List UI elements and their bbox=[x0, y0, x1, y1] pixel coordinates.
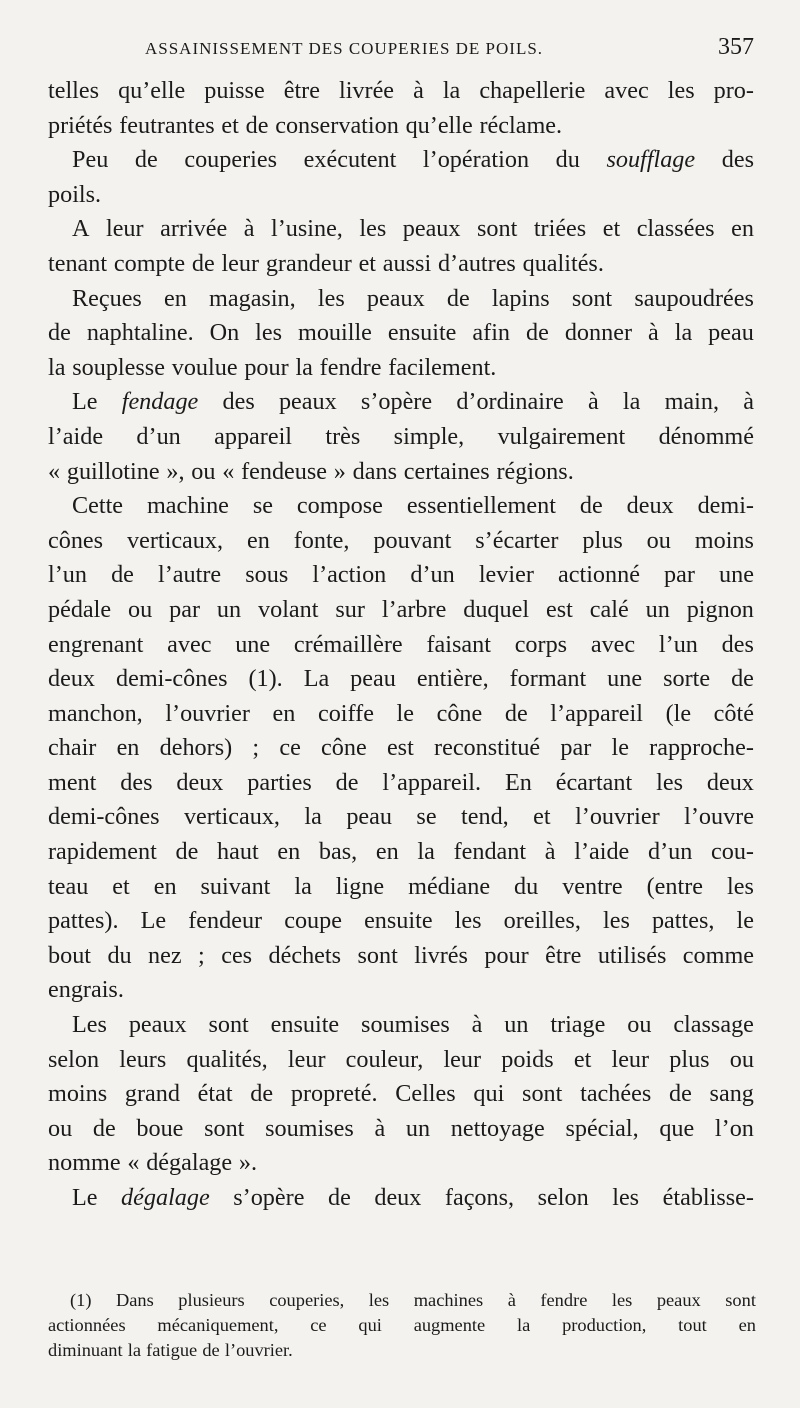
body-line: A leur arrivée à l’usine, les peaux sont triées et classées en bbox=[72, 215, 754, 243]
body-line: Reçues en magasin, les peaux de lapins sont saupoudrées bbox=[72, 284, 754, 312]
footnote-line: diminuant la fatigue de l’ouvrier. bbox=[48, 1340, 293, 1360]
body-line: tenant compte de leur grandeur et aussi d’autres qualités. bbox=[48, 249, 604, 277]
body-line: chair en dehors) ; ce cône est reconstitué par le rapproche- bbox=[48, 734, 754, 762]
body-line: pédale ou par un volant sur l’arbre duquel est calé un pignon bbox=[48, 595, 754, 623]
body-line: teau et en suivant la ligne médiane du ventre (entre les bbox=[48, 872, 754, 900]
body-line: engrais. bbox=[48, 976, 124, 1004]
body-line: moins grand état de propreté. Celles qui sont tachées de sang bbox=[48, 1080, 754, 1108]
body-line: poils. bbox=[48, 180, 102, 208]
body-line: l’aide d’un appareil très simple, vulgairement dénommé bbox=[48, 422, 754, 450]
body-line: telles qu’elle puisse être livrée à la chapellerie avec les pro- bbox=[48, 77, 754, 104]
page-number: 357 bbox=[718, 34, 754, 60]
body-line: nomme « dégalage ». bbox=[48, 1149, 258, 1177]
body-line: selon leurs qualités, leur couleur, leur poids et leur plus ou bbox=[48, 1045, 754, 1073]
body-line: de naphtaline. On les mouille ensuite afin de donner à la peau bbox=[48, 319, 754, 347]
body-line: l’un de l’autre sous l’action d’un levier actionné par une bbox=[48, 561, 754, 589]
body-line: engrenant avec une crémaillère faisant corps avec l’un des bbox=[48, 630, 754, 658]
body-line: cônes verticaux, en fonte, pouvant s’écarter plus ou moins bbox=[48, 526, 754, 554]
body-line: demi-cônes verticaux, la peau se tend, et l’ouvrier l’ouvre bbox=[48, 803, 754, 831]
body-line: Le dégalage s’opère de deux façons, selon les établisse- bbox=[72, 1184, 754, 1211]
footnote bbox=[48, 1288, 756, 1363]
body-line: ment des deux parties de l’appareil. En écartant les deux bbox=[48, 768, 754, 796]
body-line: priétés feutrantes et de conservation qu’elle réclame. bbox=[48, 111, 563, 139]
body-line: Le fendage des peaux s’opère d’ordinaire à la main, à bbox=[72, 388, 754, 416]
running-header bbox=[145, 34, 754, 66]
body-line: manchon, l’ouvrier en coiffe le cône de l’appareil (le côté bbox=[48, 699, 754, 727]
body-line: bout du nez ; ces déchets sont livrés pour être utilisés comme bbox=[48, 941, 754, 969]
body-line: ou de boue sont soumises à un nettoyage spécial, que l’on bbox=[48, 1114, 754, 1142]
running-title: ASSAINISSEMENT DES COUPERIES DE POILS. bbox=[145, 39, 544, 58]
body-line: « guillotine », ou « fendeuse » dans certaines régions. bbox=[48, 457, 574, 485]
body-line: rapidement de haut en bas, en la fendant à l’aide d’un cou- bbox=[48, 838, 754, 866]
body-line: Les peaux sont ensuite soumises à un triage ou classage bbox=[72, 1011, 754, 1039]
footnote-line: (1) Dans plusieurs couperies, les machines à fendre les peaux sont bbox=[70, 1290, 756, 1310]
footnote-line: actionnées mécaniquement, ce qui augmente la production, tout en bbox=[48, 1315, 756, 1335]
body-text bbox=[48, 74, 754, 1216]
body-line: pattes). Le fendeur coupe ensuite les oreilles, les pattes, le bbox=[48, 907, 754, 935]
body-line: deux demi-cônes (1). La peau entière, formant une sorte de bbox=[48, 665, 754, 693]
body-line: Cette machine se compose essentiellement de deux demi- bbox=[72, 492, 754, 520]
body-line: la souplesse voulue pour la fendre facilement. bbox=[48, 353, 497, 381]
body-line: Peu de couperies exécutent l’opération du soufflage des bbox=[72, 146, 754, 174]
